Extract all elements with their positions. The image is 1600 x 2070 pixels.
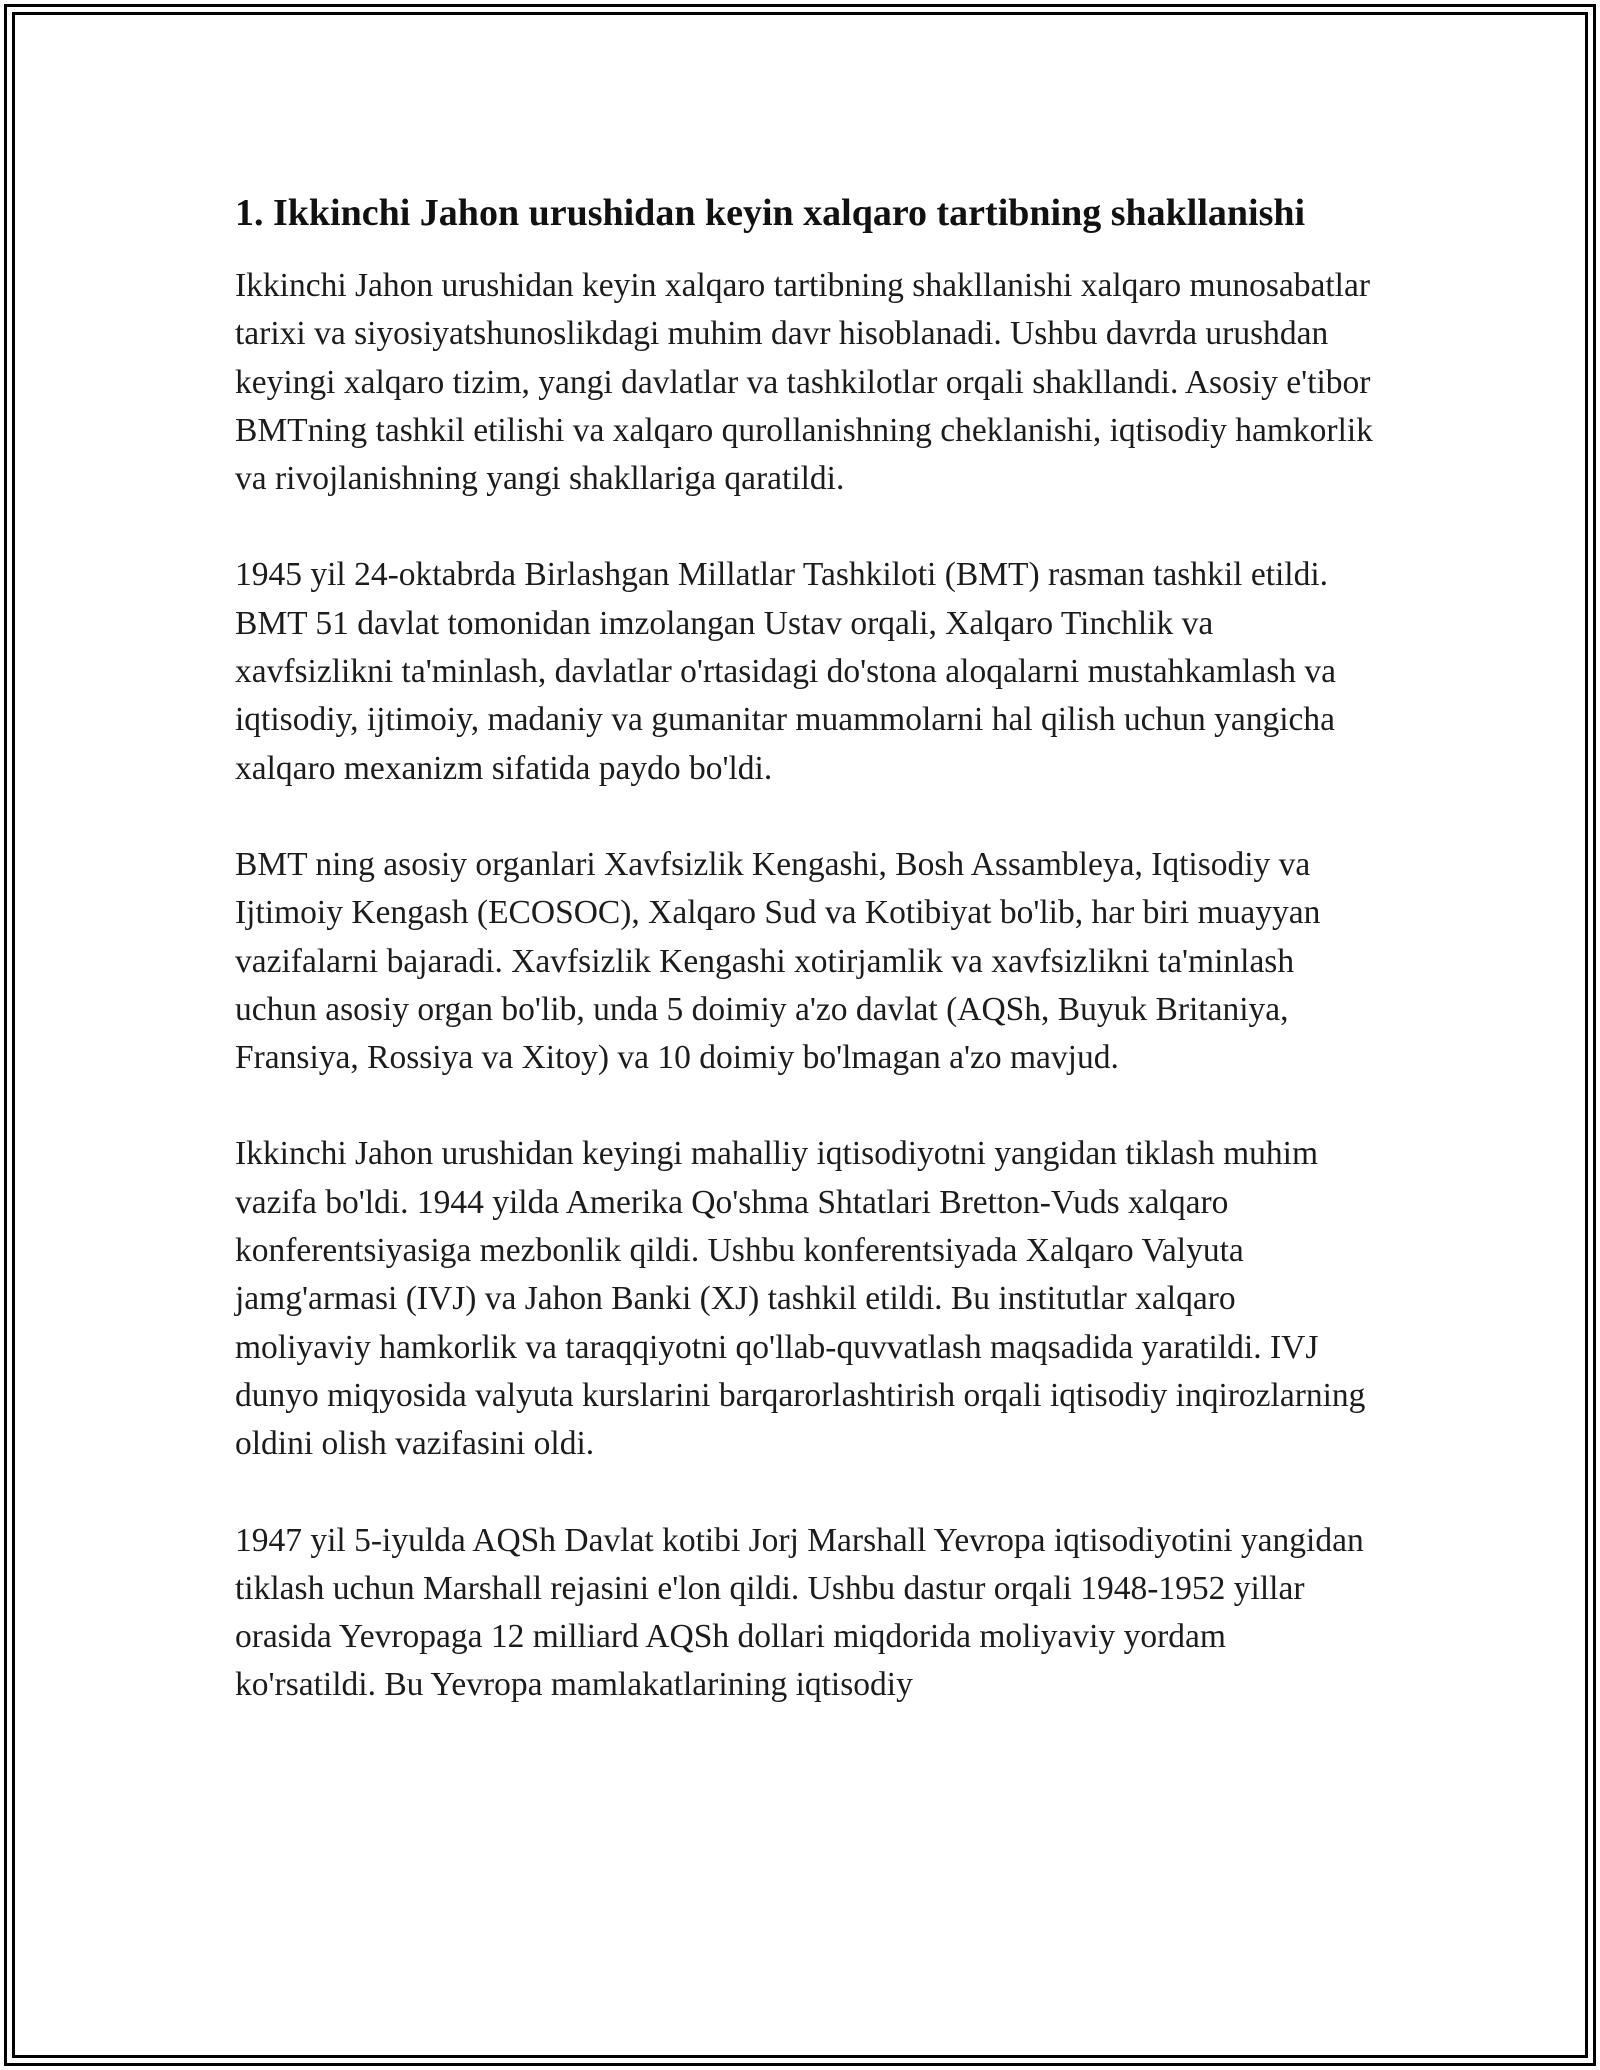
paragraph: 1945 yil 24-oktabrda Birlashgan Millatlar Tashkiloti (BMT) rasman tashkil etildi. BMT 51 davlat tomonidan imzolangan Ustav orqali, Xalqaro Tinchlik va xavfsizlikni ta'minlash, davlatlar o'rtasidagi do'stona aloqalarni mustahkamlash va iqtisodiy, ijtimoiy, madaniy va gumanitar muammolarni hal qilish uchun yangicha xalqaro mexanizm sifatida paydo bo'ldi. [235, 556, 1336, 787]
section-heading: 1. Ikkinchi Jahon urushidan keyin xalqaro tartibning shakllanishi [235, 192, 1306, 234]
paragraph: Ikkinchi Jahon urushidan keyin xalqaro tartibning shakllanishi xalqaro munosabatlar tarixi va siyosiyatshunoslikdagi muhim davr hisoblanadi. Ushbu davrda urushdan keyingi xalqaro tizim, yangi davlatlar va tashkilotlar orqali shakllandi. Asosiy e'tibor BMTning tashkil etilishi va xalqaro qurollanishning cheklanishi, iqtisodiy hamkorlik va rivojlanishning yangi shakllariga qaratildi. [235, 267, 1373, 498]
paragraph: Ikkinchi Jahon urushidan keyingi mahalliy iqtisodiyotni yangidan tiklash muhim vazifa bo'ldi. 1944 yilda Amerika Qo'shma Shtatlari Bretton-Vuds xalqaro konferentsiyasiga mezbonlik qildi. Ushbu konferentsiyada Xalqaro Valyuta jamg'armasi (IVJ) va Jahon Banki (XJ) tashkil etildi. Bu institutlar xalqaro moliyaviy hamkorlik va taraqqiyotni qo'llab-quvvatlash maqsadida yaratildi. IVJ dunyo miqyosida valyuta kurslarini barqarorlashtirish orqali iqtisodiy inqirozlarning oldini olish vazifasini oldi. [235, 1135, 1366, 1463]
paragraph: 1947 yil 5-iyulda AQSh Davlat kotibi Jorj Marshall Yevropa iqtisodiyotini yangidan tiklash uchun Marshall rejasini e'lon qildi. Ushbu dastur orqali 1948-1952 yillar orasida Yevropaga 12 milliard AQSh dollari miqdorida moliyaviy yordam ko'rsatildi. Bu Yevropa mamlakatlarining iqtisodiy [235, 1521, 1364, 1704]
paragraph: BMT ning asosiy organlari Xavfsizlik Kengashi, Bosh Assambleya, Iqtisodiy va Ijtimoiy Kengash (ECOSOC), Xalqaro Sud va Kotibiyat bo'lib, har biri muayyan vazifalarni bajaradi. Xavfsizlik Kengashi xotirjamlik va xavfsizlikni ta'minlash uchun asosiy organ bo'lib, unda 5 doimiy a'zo davlat (AQSh, Buyuk Britaniya, Fransiya, Rossiya va Xitoy) va 10 doimiy bo'lmagan a'zo mavjud. [235, 845, 1321, 1077]
document-body [235, 186, 1375, 1758]
